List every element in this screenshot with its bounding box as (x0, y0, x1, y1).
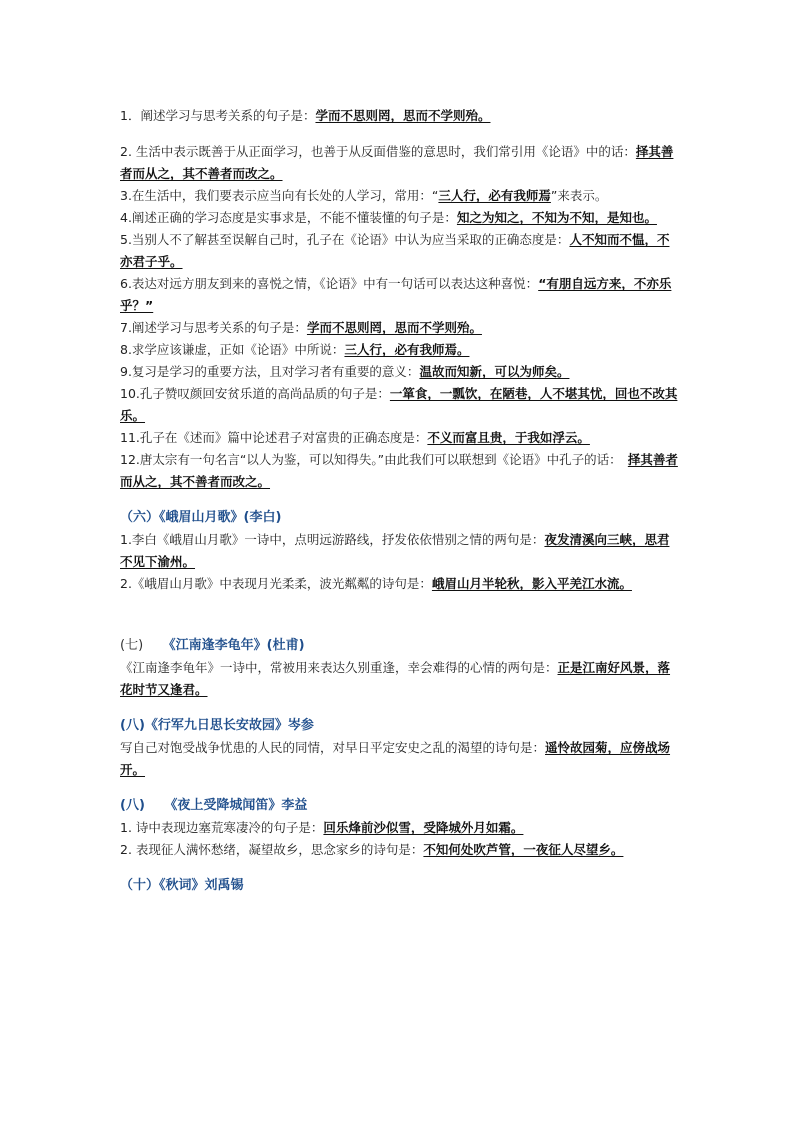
question-text: 《江南逢李龟年》一诗中，常被用来表达久别重逢，幸会难得的心情的两句是： (120, 660, 558, 675)
answer-text: 温故而知新，可以为师矣。 (419, 364, 570, 379)
section-name: 《江南逢李龟年》(杜甫) (169, 638, 305, 653)
lunyu-item-1 (120, 105, 680, 127)
answer-text: 知之为知之，不知为不知，是知也。 (456, 210, 657, 225)
lunyu-item-4 (120, 207, 680, 229)
question-text: 12.唐太宗有一句名言“以人为鉴，可以知得失。”由此我们可以联想到《论语》中孔子的话： (120, 452, 628, 467)
question-text-tail: ”来表示。 (550, 188, 608, 203)
lunyu-item-10 (120, 383, 680, 427)
question-text: 8.求学应该谦虚，正如《论语》中所说： (120, 342, 345, 357)
question-text: 1．阐述学习与思考关系的句子是： (120, 108, 316, 123)
lunyu-item-2 (120, 141, 680, 185)
lunyu-item-5 (120, 229, 680, 273)
document-page (120, 105, 680, 897)
lunyu-item-8 (120, 339, 680, 361)
section-title-7 (120, 635, 680, 657)
section-title-6: （六）《峨眉山月歌》(李白) (120, 510, 282, 525)
answer-text: 择其善者而从之，其不善者而改之。 (120, 144, 674, 181)
answer-text: 人不知而不愠，不亦君子乎。 (120, 232, 670, 269)
sec6-item-2 (120, 573, 680, 595)
sec9-item-1 (120, 817, 680, 839)
answer-text: 三人行，必有我师焉 (438, 188, 551, 203)
answer-text: 三人行，必有我师焉。 (344, 342, 470, 357)
question-text: 9.复习是学习的重要方法，且对学习者有重要的意义： (120, 364, 420, 379)
answer-text: 学而不思则罔，思而不学则殆。 (315, 108, 491, 123)
lunyu-item-7 (120, 317, 680, 339)
question-text: 7.阐述学习与思考关系的句子是： (120, 320, 307, 335)
answer-text: 一箪食，一瓢饮，在陋巷，人不堪其忧，回也不改其乐。 (120, 386, 678, 423)
question-text: 2. 生活中表示既善于从正面学习，也善于从反面借鉴的意思时，我们常引用《论语》中的话： (120, 144, 636, 159)
lunyu-item-9 (120, 361, 680, 383)
answer-text: 遥怜故园菊，应傍战场开。 (120, 740, 671, 777)
lunyu-item-12 (120, 449, 680, 493)
sec6-item-1 (120, 529, 680, 573)
question-text: 2.《峨眉山月歌》中表现月光柔柔，波光粼粼的诗句是： (120, 576, 432, 591)
lunyu-item-6 (120, 273, 680, 317)
section-title-10: （十）《秋词》刘禹锡 (120, 878, 244, 893)
question-text: 1. 诗中表现边塞荒寒凄冷的句子是： (120, 820, 324, 835)
question-text: 6.表达对远方朋友到来的喜悦之情，《论语》中有一句话可以表达这种喜悦： (120, 276, 539, 291)
answer-text: 峨眉山月半轮秋，影入平羌江水流。 (431, 576, 632, 591)
answer-text: 择其善者而从之，其不善者而改之。 (120, 452, 678, 489)
answer-text: 夜发清溪向三峡，思君不见下渝州。 (120, 532, 670, 569)
answer-text: 不知何处吹芦管，一夜征人尽望乡。 (423, 842, 624, 857)
section-number: (七) (120, 638, 144, 653)
question-text: 5.当别人不了解甚至误解自己时，孔子在《论语》中认为应当采取的正确态度是： (120, 232, 570, 247)
answer-text: 回乐烽前沙似雪，受降城外月如霜。 (323, 820, 524, 835)
answer-text: “有朋自远方来，不亦乐乎？” (120, 276, 672, 313)
lunyu-item-3 (120, 185, 680, 207)
answer-text: 正是江南好风景，落花时节又逢君。 (120, 660, 671, 697)
section-title-8: (八)《行军九日思长安故园》岑参 (120, 718, 314, 733)
sec8-item-1 (120, 737, 680, 781)
answer-text: 学而不思则罔，思而不学则殆。 (306, 320, 482, 335)
question-text: 10.孔子赞叹颜回安贫乐道的高尚品质的句子是： (120, 386, 390, 401)
question-text: 2. 表现征人满怀愁绪，凝望故乡，思念家乡的诗句是： (120, 842, 424, 857)
lunyu-item-11 (120, 427, 680, 449)
question-text: 4.阐述正确的学习态度是实事求是，不能不懂装懂的句子是： (120, 210, 457, 225)
section-title-9: (八) 《夜上受降城闻笛》李益 (120, 798, 308, 813)
question-text: 3.在生活中，我们要表示应当向有长处的人学习，常用：“ (120, 188, 439, 203)
sec7-item-1 (120, 657, 680, 701)
question-text: 1.李白《峨眉山月歌》一诗中，点明远游路线，抒发依依惜别之情的两句是： (120, 532, 545, 547)
sec9-item-2 (120, 839, 680, 861)
question-text: 11.孔子在《述而》篇中论述君子对富贵的正确态度是： (120, 430, 428, 445)
question-text: 写自己对饱受战争忧患的人民的同情，对早日平定安史之乱的渴望的诗句是： (120, 740, 546, 755)
answer-text: 不义而富且贵，于我如浮云。 (427, 430, 590, 445)
